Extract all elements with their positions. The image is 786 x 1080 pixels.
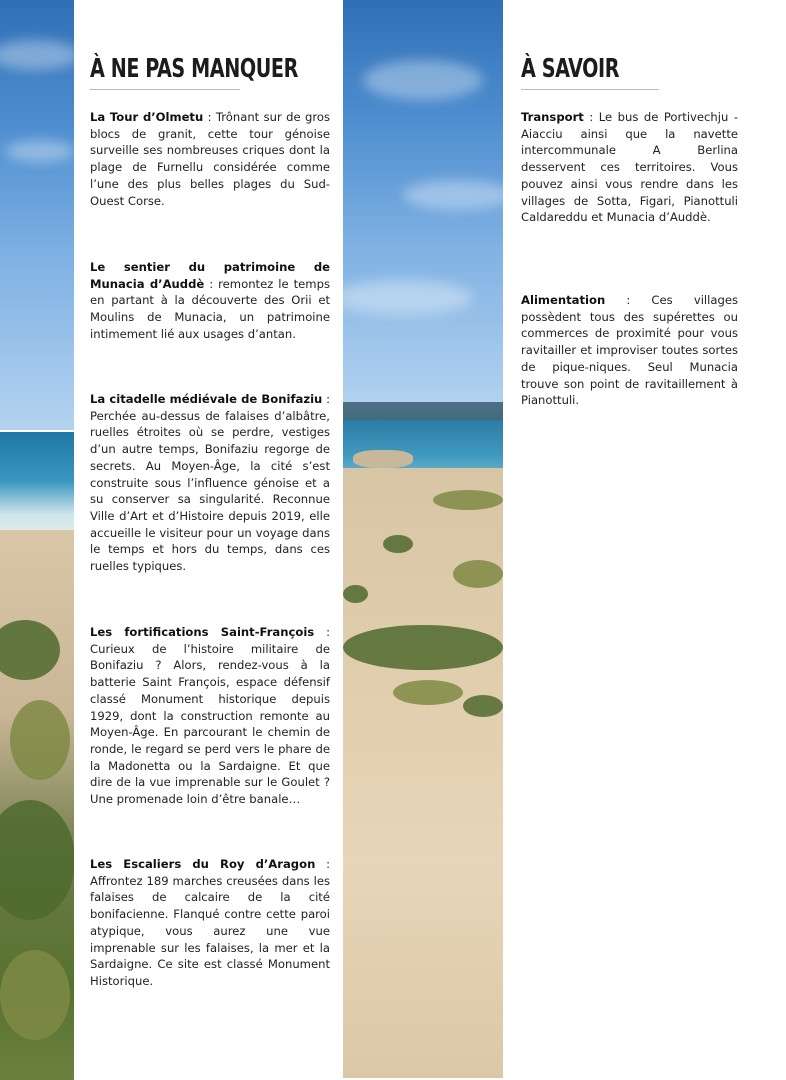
left-item-escaliers-roy-aragon: Les Escaliers du Roy d’Aragon : Affrontez 189 marches creusées dans les falaises de calcaire de la cité bonifacienne. Flanqué contre cette paroi atypique, vous aurez une vue imprenable sur les falaises, la mer et la Sardaigne. Ce site est classé Monument Historique.	[90, 857, 331, 988]
left-item-sentier-patrimoine: Le sentier du patrimoine de Munacia d’Auddè : remontez le temps en partant à la découverte des Orii et Moulins de Munacia, un patrimoine intimement lié aux usages d’antan.	[90, 260, 330, 341]
coastal-photo-strip-left	[0, 0, 74, 1080]
right-item-transport: Transport : Le bus de Portivechju - Aiacciu ainsi que la navette intercommunale A Berlina desservent ces territoires. Vous pouvez ainsi vous rendre dans les villages de Sotta, Figari, Pianottuli Caldareddu et Munacia d’Auddè.	[521, 110, 739, 225]
left-item-fortifications-saint-francois: Les fortifications Saint-François : Curieux de l’histoire militaire de Bonifaziu ? Alors, rendez-vous à la batterie Saint François, espace défensif classé Monument historique depuis 1929, dont la construction remonte au Moyen-Âge. En parcourant le chemin de ronde, le regard se perd vers le phare de la Madonetta ou la Sardaigne. Et que dire de la vue imprenable sur le Goulet ? Une promenade loin d’être banale…	[90, 625, 330, 807]
left-heading-divider	[90, 89, 240, 90]
right-heading-divider	[521, 89, 659, 90]
left-item-citadelle-bonifaziu: La citadelle médiévale de Bonifaziu : Perchée au-dessus de falaises d’albâtre, ruelles étroites où se perdre, vestiges d’un autre temps, Bonifaziu regorge de secrets. Au Moyen-Âge, la cité s’est construite sous l’influence génoise et a su conserver sa singularité. Reconnue Ville d’Art et d’Histoire depuis 2019, elle accueille le visiteur pour un voyage dans le temps et hors du temps, dans ces ruelles typiques.	[90, 392, 331, 574]
coastal-photo-strip-middle	[343, 0, 503, 1080]
right-section-heading: À SAVOIR	[521, 54, 620, 84]
left-section-heading: À NE PAS MANQUER	[90, 54, 298, 84]
left-item-tour-olmetu: La Tour d’Olmetu : Trônant sur de gros blocs de granit, cette tour génoise surveille ses nombreuses criques dont la plage de Furnellu considérée comme l’une des plus belles plages du Sud-Ouest Corse.	[90, 110, 330, 208]
right-item-alimentation: Alimentation : Ces villages possèdent tous des supérettes ou commerces de proximité pour vous ravitailler et improviser toutes sortes de pique-niques. Seul Munacia trouve son point de ravitaillement à Pianottuli.	[521, 293, 738, 408]
